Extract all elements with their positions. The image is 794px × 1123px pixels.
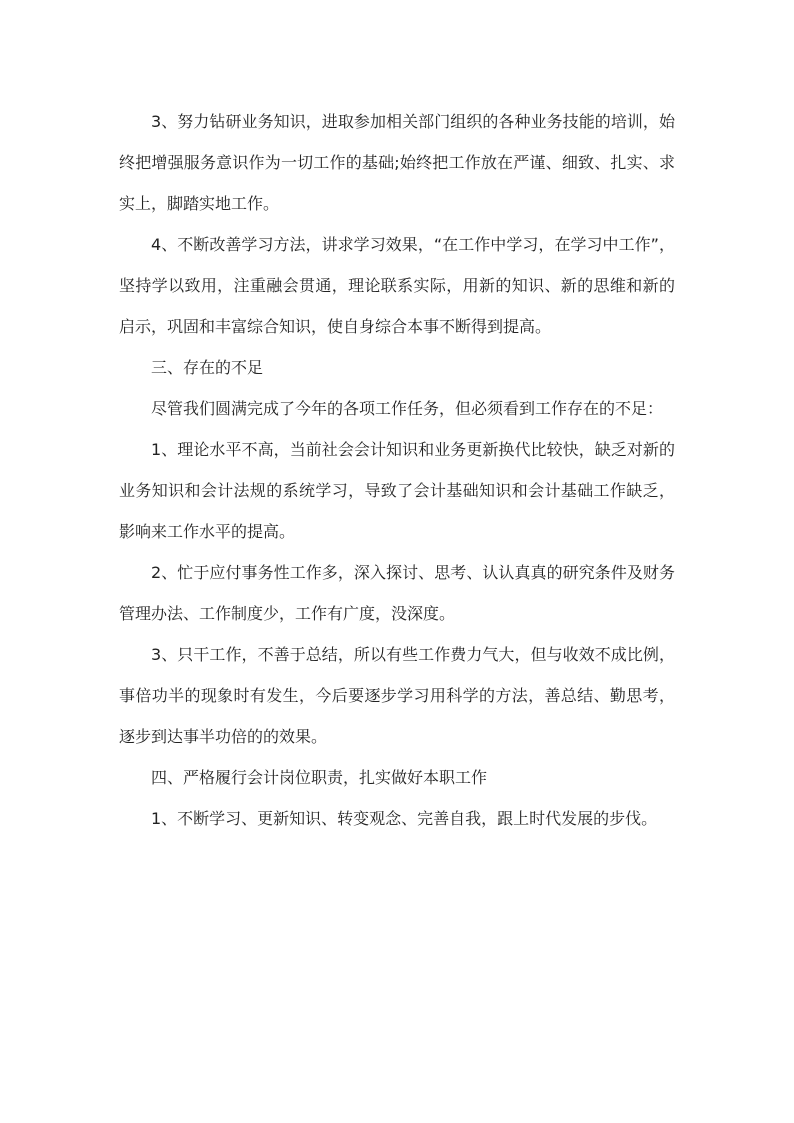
section-heading-duties: 四、严格履行会计岗位职责，扎实做好本职工作 [151, 768, 488, 787]
paragraph-improve-methods: 4、不断改善学习方法，讲求学习效果，“在工作中学习，在学习中工作”，坚持学以致用，注重融会贯通，理论联系实际，用新的知识、新的思维和新的启示，巩固和丰富综合知识，使自身综合本事不断得到提高。 [119, 235, 675, 336]
paragraph-shortcomings-intro: 尽管我们圆满完成了今年的各项工作任务，但必须看到工作存在的不足： [151, 399, 664, 418]
paragraph-keep-learning: 1、不断学习、更新知识、转变观念、完善自我，跟上时代发展的步伐。 [151, 809, 658, 828]
document-body [119, 101, 675, 839]
paragraph-summary-lacking: 3、只干工作，不善于总结，所以有些工作费力气大，但与收效不成比例，事倍功半的现象时有发生，今后要逐步学习用科学的方法，善总结、勤思考，逐步到达事半功倍的的效果。 [119, 645, 675, 746]
section-heading-shortcomings: 三、存在的不足 [151, 358, 264, 377]
paragraph-routine-work: 2、忙于应付事务性工作多，深入探讨、思考、认认真真的研究条件及财务管理办法、工作制度少，工作有广度，没深度。 [119, 563, 675, 623]
paragraph-study-business: 3、努力钻研业务知识，进取参加相关部门组织的各种业务技能的培训，始终把增强服务意识作为一切工作的基础;始终把工作放在严谨、细致、扎实、求实上，脚踏实地工作。 [119, 112, 675, 213]
paragraph-theory-level: 1、理论水平不高，当前社会会计知识和业务更新换代比较快，缺乏对新的业务知识和会计法规的系统学习，导致了会计基础知识和会计基础工作缺乏，影响来工作水平的提高。 [119, 440, 675, 541]
